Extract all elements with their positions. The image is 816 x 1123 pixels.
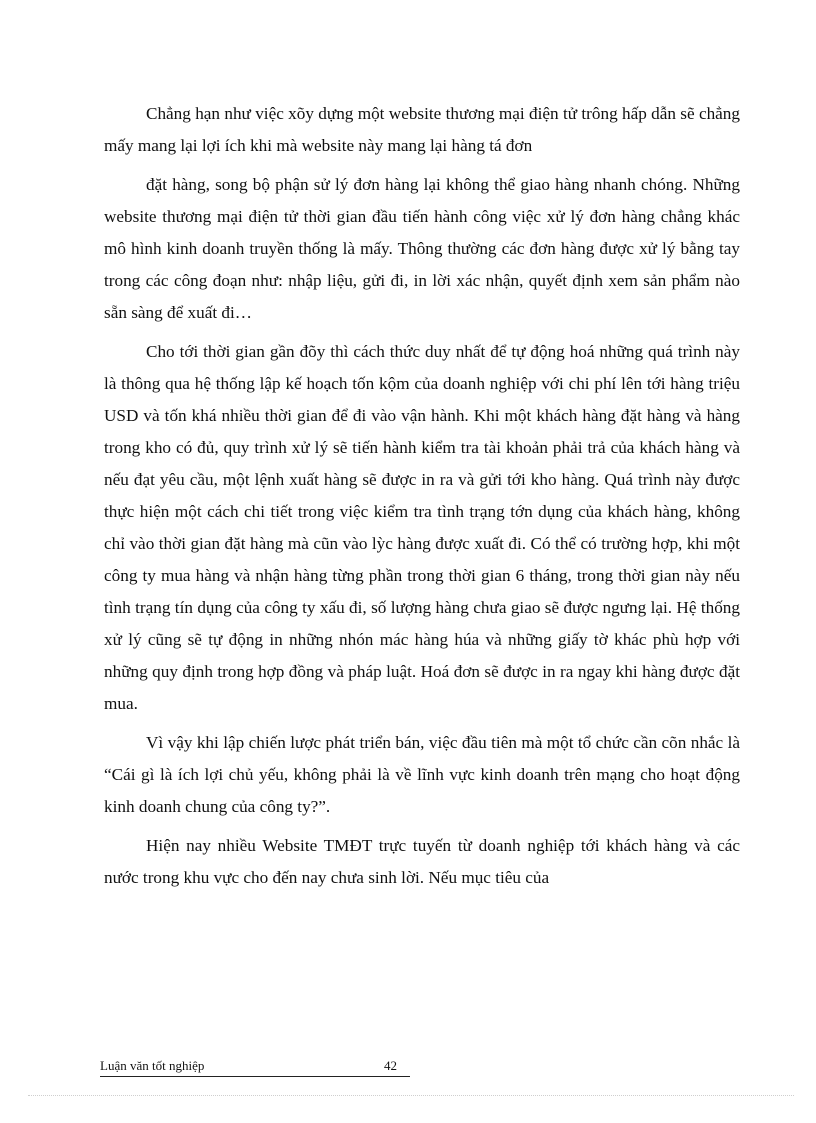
paragraph-3: Cho tới thời gian gần đõy thì cách thức duy nhất để tự động hoá những quá trình này là thông qua hệ thống lập kế hoạch tốn kộm của doanh nghiệp với chi phí lên tới hàng triệu USD và tốn khá nhiều thời gian để đi vào vận hành. Khi một khách hàng đặt hàng và hàng trong kho có đủ, quy trình xử lý sẽ tiến hành kiểm tra tài khoản phải trả của khách hàng và nếu đạt yêu cầu, một lệnh xuất hàng sẽ được in ra và gửi tới kho hàng. Quá trình này được thực hiện một cách chi tiết trong việc kiểm tra tình trạng tớn dụng của khách hàng, không chỉ vào thời gian đặt hàng mà cũn vào lỳc hàng được xuất đi. Có thể có trường hợp, khi một công ty mua hàng và nhận hàng từng phần trong thời gian 6 tháng, trong thời gian này nếu tình trạng tín dụng của công ty xấu đi, số lượng hàng chưa giao sẽ được ngưng lại. Hệ thống xử lý cũng sẽ tự động in những nhón mác hàng húa và những giấy tờ khác phù hợp với những quy định trong hợp đồng và pháp luật. Hoá đơn sẽ được in ra ngay khi hàng được đặt mua.	[104, 342, 740, 713]
page-footer	[100, 1056, 410, 1077]
body-text	[104, 98, 740, 894]
paragraph-4: Vì vậy khi lập chiến lược phát triển bán, việc đầu tiên mà một tổ chức cần cõn nhắc là “Cái gì là ích lợi chủ yếu, không phải là về lĩnh vực kinh doanh trên mạng cho hoạt động kinh doanh chung của công ty?”.	[104, 733, 740, 816]
footer-title: Luận văn tốt nghiệp	[100, 1058, 205, 1073]
paragraph-5: Hiện nay nhiều Website TMĐT trực tuyến từ doanh nghiệp tới khách hàng và các nước trong khu vực cho đến nay chưa sinh lời. Nếu mục tiêu của	[104, 836, 740, 887]
paragraph-2: đặt hàng, song bộ phận sử lý đơn hàng lại không thể giao hàng nhanh chóng. Những website thương mại điện tử thời gian đầu tiến hành công việc xử lý đơn hàng chẳng khác mô hình kinh doanh truyền thống là mấy. Thông thường các đơn hàng được xử lý bằng tay trong các công đoạn như: nhập liệu, gửi đi, in lời xác nhận, quyết định xem sản phẩm nào sẵn sàng để xuất đi…	[104, 175, 740, 322]
page-bottom-divider	[28, 1095, 794, 1096]
page-number: 42	[384, 1058, 397, 1073]
paragraph-1: Chẳng hạn như việc xõy dựng một website thương mại điện tử trông hấp dẫn sẽ chẳng mấy mang lại lợi ích khi mà website này mang lại hàng tá đơn	[104, 104, 740, 155]
